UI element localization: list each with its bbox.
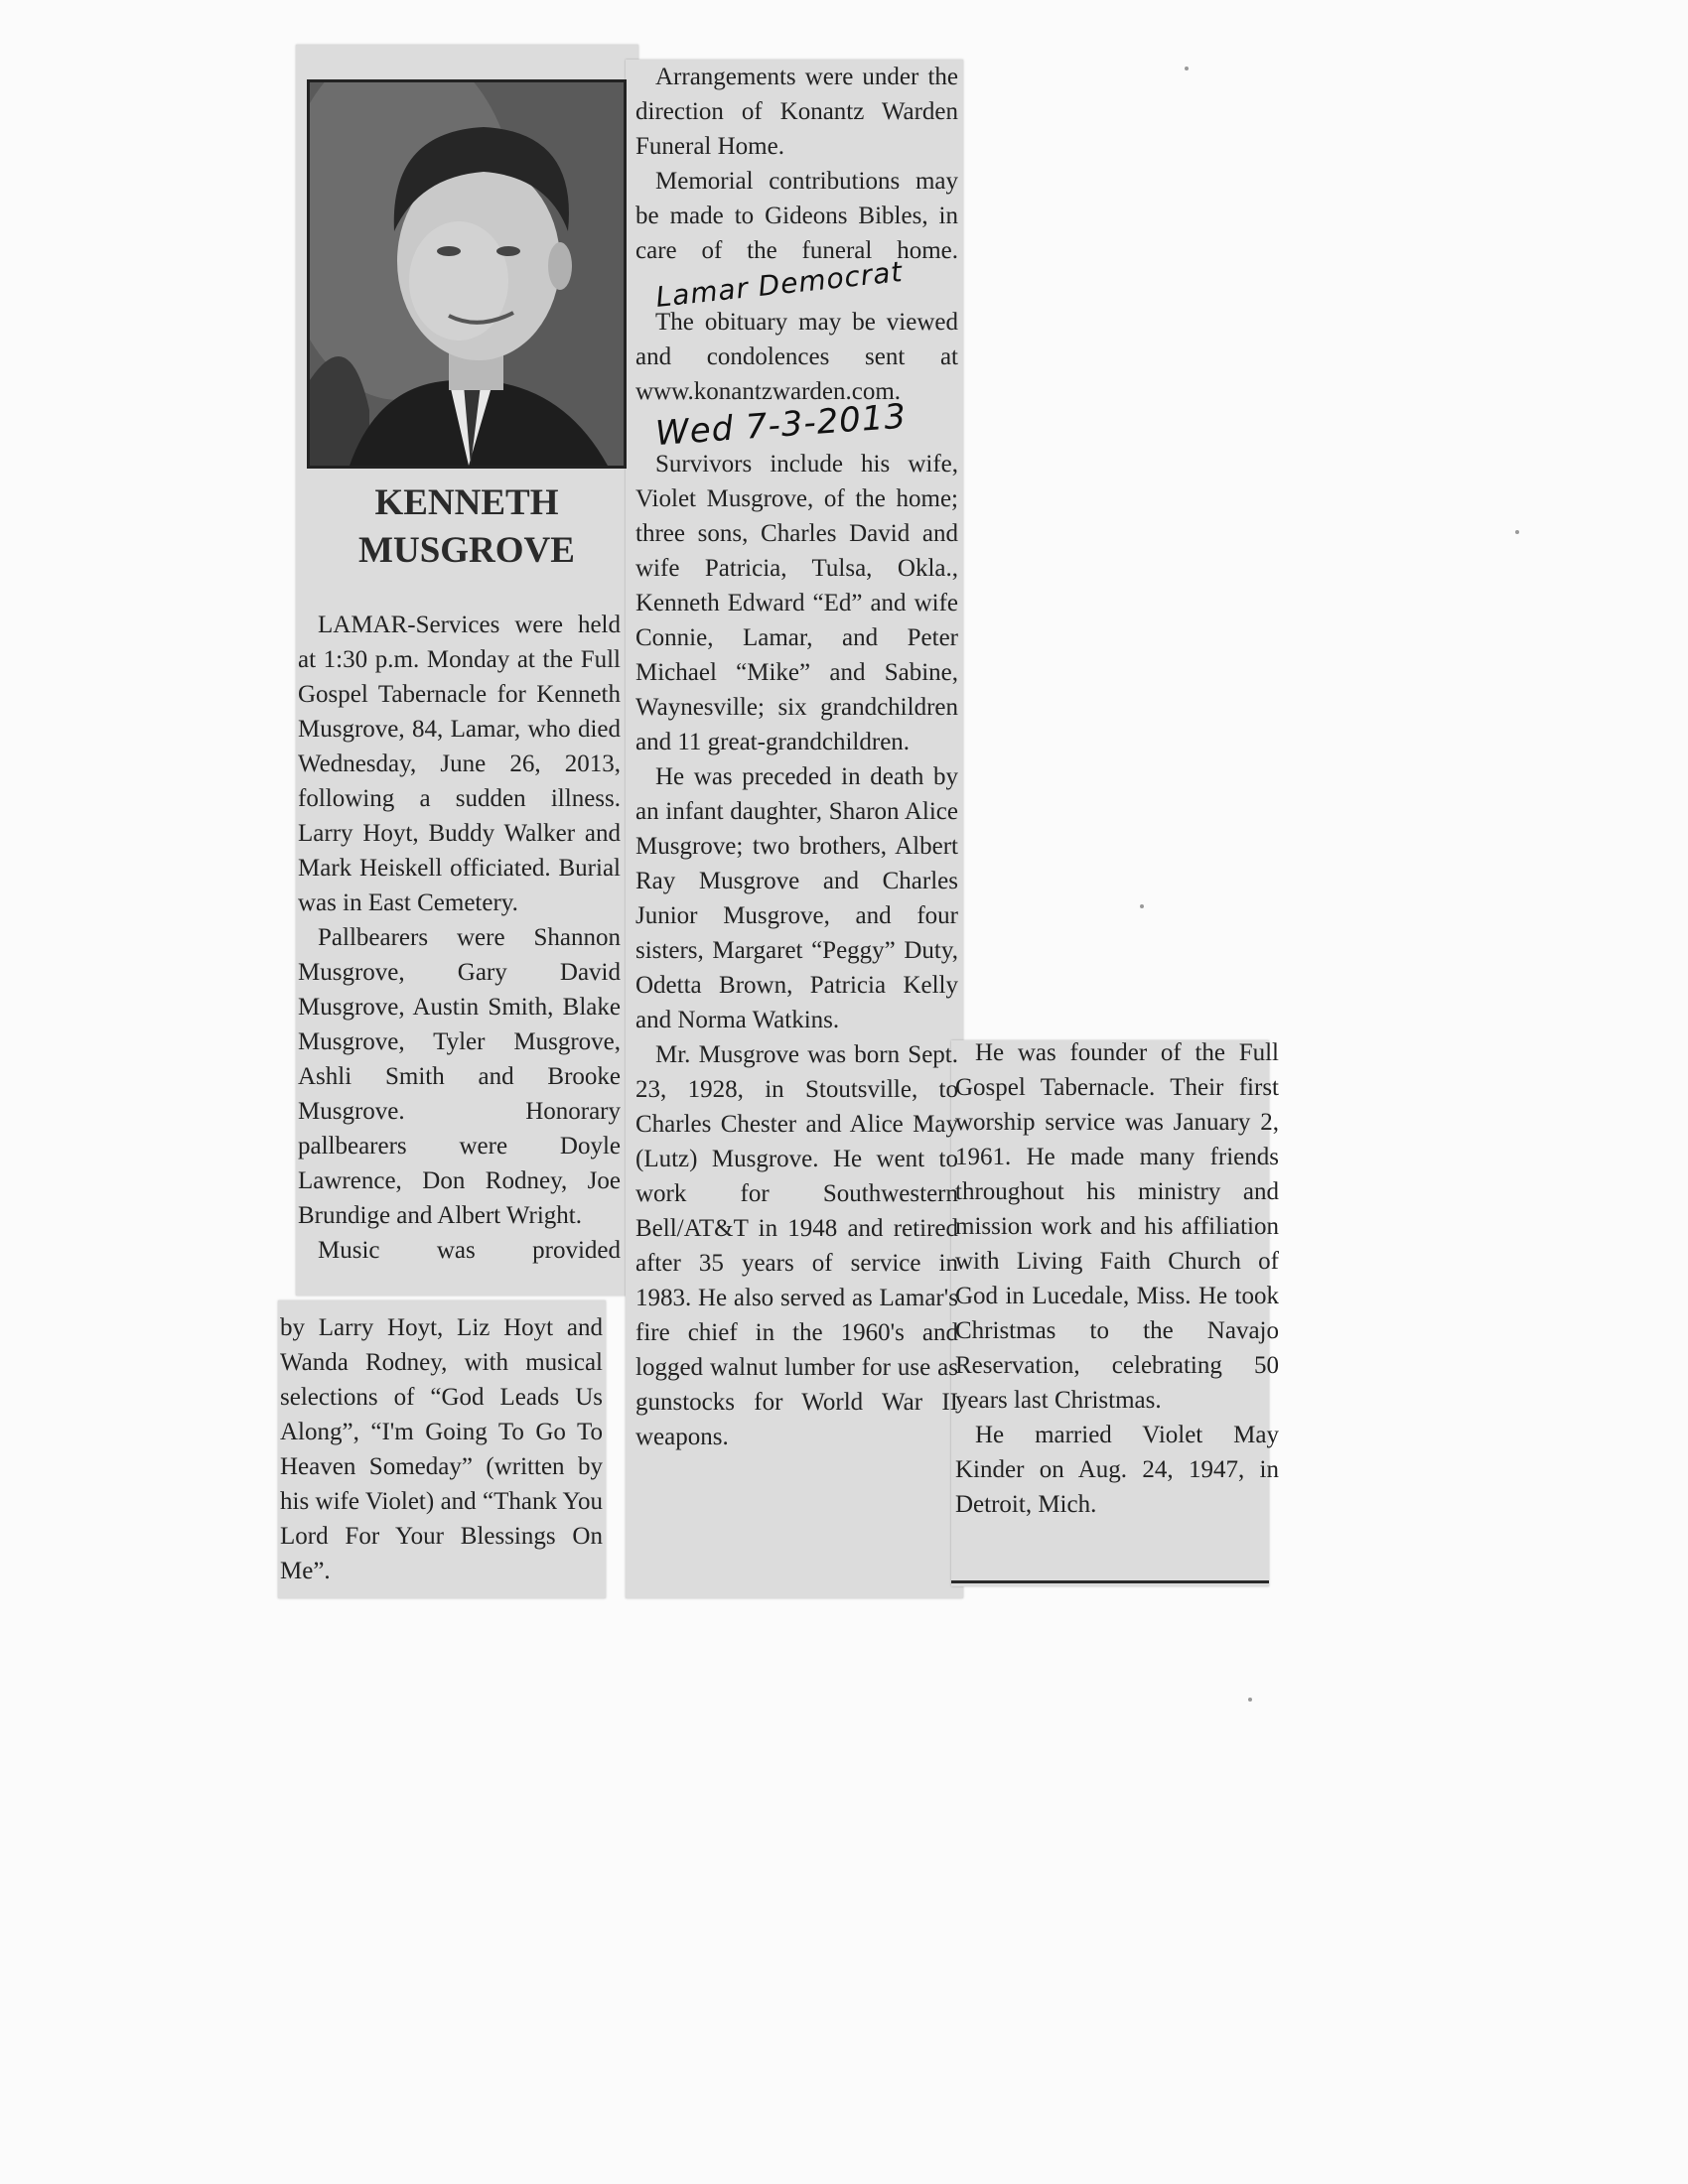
portrait-photo [307,79,627,469]
biography-paragraph: Mr. Musgrove was born Sept. 23, 1928, in Stoutsville, to Charles Chester and Alice May (Lutz) Musgrove. He went to work for Southwestern Bell/AT&T in 1948 and retired after 35 years of service in 1983. He also served as Lamar's fire chief in the 1960's and logged walnut lumber for use as gunstocks for World War II weapons. [635,1041,958,1450]
headline-first-name: KENNETH [374,482,559,523]
obituary-headline [298,479,635,575]
arrangements-paragraph: Arrangements were under the direction of Konantz Warden Funeral Home. [635,64,958,160]
portrait-illustration [310,82,624,466]
column-1-top [298,608,621,1268]
handwritten-date: Wed 7-3-2013 [653,396,909,455]
column-2 [635,60,958,1454]
pallbearers-paragraph: Pallbearers were Shannon Musgrove, Gary David Musgrove, Austin Smith, Blake Musgrove, Tyler Musgrove, Ashli Smith and Brooke Musgrove. Honorary pallbearers were Doyle Lawrence, Don Rodney, Joe Brundige and Albert Wright. [298,924,621,1229]
marriage-paragraph: He married Violet May Kinder on Aug. 24, 1947, in Detroit, Mich. [955,1422,1279,1518]
column-3 [955,1035,1279,1522]
end-rule [951,1580,1269,1583]
scan-speck [1185,67,1189,70]
scan-speck [1248,1698,1252,1702]
headline-last-name: MUSGROVE [358,530,575,571]
services-paragraph: LAMAR-Services were held at 1:30 p.m. Monday at the Full Gospel Tabernacle for Kenneth Musgrove, 84, Lamar, who died Wednesday, June 26, 2013, following a sudden illness. Larry Hoyt, Buddy Walker and Mark Heiskell officiated. Burial was in East Cemetery. [298,612,621,916]
memorial-paragraph: Memorial contributions may be made to Gideons Bibles, in care of the funeral home. Lamar Democrat [635,164,958,305]
scan-speck [1140,904,1144,908]
survivors-paragraph: Survivors include his wife, Violet Musgrove, of the home; three sons, Charles David and wife Patricia, Tulsa, Okla., Kenneth Edward “Ed” and wife Connie, Lamar, and Peter Michael “Mike” and Sabine, Waynesville; six grandchildren and 11 great-grandchildren. [635,451,958,755]
column-1-bottom [280,1310,603,1588]
preceded-paragraph: He was preceded in death by an infant daughter, Sharon Alice Musgrove; two brothers, Albert Ray Musgrove and Charles Junior Musgrove, and four sisters, Margaret “Peggy” Duty, Odetta Brown, Patricia Kelly and Norma Watkins. [635,763,958,1033]
music-paragraph-start: Music was provided [318,1237,621,1264]
music-paragraph-end: by Larry Hoyt, Liz Hoyt and Wanda Rodney, with musical selections of “God Leads Us Along”, “I'm Going To Go To Heaven Someday” (written by his wife Violet) and “Thank You Lord For Your Blessings On Me”. [280,1314,603,1584]
founder-paragraph: He was founder of the Full Gospel Tabernacle. Their first worship service was January 2, 1961. He made many friends throughout his ministry and mission work and his affiliation with Living Faith Church of God in Lucedale, Miss. He took Christmas to the Navajo Reservation, celebrating 50 years last Christmas. [955,1039,1279,1414]
obituary-link-paragraph: The obituary may be viewed and condolences sent at www.konantzwarden.com. Wed 7-3-2013 [635,309,958,455]
scan-speck [1515,530,1519,534]
handwritten-paper-name: Lamar Democrat [653,254,905,314]
